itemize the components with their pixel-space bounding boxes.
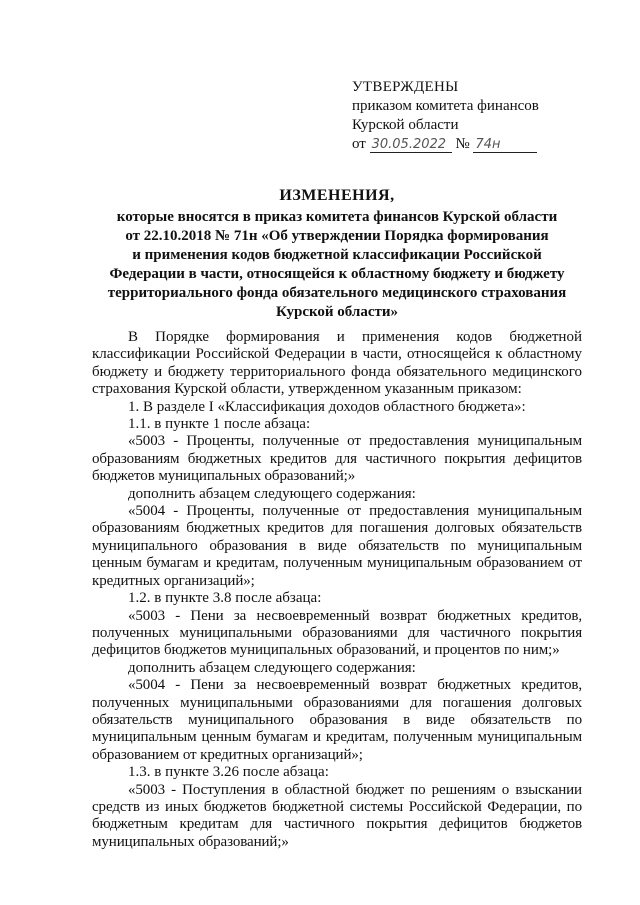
body-paragraph: 1.3. в пункте 3.26 после абзаца: — [128, 764, 329, 781]
heading-line: и применения кодов бюджетной классификации Российской — [132, 247, 542, 263]
body-paragraph: 1. В разделе I «Классификация доходов областного бюджета»: — [128, 398, 526, 415]
handwritten-number: 74н — [473, 137, 537, 153]
body-paragraph: 1.2. в пункте 3.8 после абзаца: — [128, 590, 322, 607]
handwritten-date: 30.05.2022 — [370, 137, 452, 153]
heading-line: Федерации в части, относящейся к областному бюджету и бюджету — [109, 266, 565, 282]
body-paragraph: дополнить абзацем следующего содержания: — [128, 659, 416, 676]
heading-line: Курской области» — [275, 304, 399, 320]
body-paragraph: «5004 - Проценты, полученные от предоставления муниципальным образованиям бюджетных кредитов для погашения долговых обязательств муниципального образования в виде обязательств по муниципальным ценным бумагам и кредитам, полученным муниципальным образованием от кредитных организаций»; — [92, 503, 582, 589]
approval-region-line: Курской области — [352, 117, 459, 133]
heading-line: от 22.10.2018 № 71н «Об утверждении Порядка формирования — [125, 228, 549, 244]
body-paragraph: «5003 - Проценты, полученные от предоставления муниципальным образованиям бюджетных кредитов для частичного покрытия дефицитов бюджетов муниципальных образований;» — [92, 433, 582, 485]
approval-block — [352, 78, 592, 154]
document-heading — [92, 186, 582, 322]
body-paragraph: В Порядке формирования и применения кодов бюджетной классификации Российской Федерации в части, относящейся к областному бюджету и бюджету территориального фонда обязательного медицинского страхования Курской области, утвержденном указанным приказом: — [92, 329, 582, 398]
body-paragraph: «5003 - Пени за несвоевременный возврат бюджетных кредитов, полученных муниципальными образованиями для частичного покрытия дефицитов бюджетов муниципальных образований, и процентов по ним;» — [92, 607, 582, 659]
heading-line: территориального фонда обязательного медицинского страхования — [107, 285, 567, 301]
body-paragraph: 1.1. в пункте 1 после абзаца: — [128, 416, 311, 433]
body-paragraph: «5003 - Поступления в областной бюджет по решениям о взыскании средств из иных бюджетов бюджетной системы Российской Федерации, по бюджетным кредитам для частичного покрытия дефицитов бюджетов муниципальных образований;» — [92, 781, 582, 850]
body-paragraph: «5004 - Пени за несвоевременный возврат бюджетных кредитов, полученных муниципальными образованиями для погашения долговых обязательств муниципального образования в виде обязательств по муниципальным ценным бумагам и кредитам, полученным муниципальным образованием от кредитных организаций»; — [92, 677, 582, 763]
approval-order-line: приказом комитета финансов — [352, 98, 539, 114]
approval-title: УТВЕРЖДЕНЫ — [352, 79, 459, 95]
approval-date-line — [352, 135, 592, 154]
heading-title: ИЗМЕНЕНИЯ, — [279, 187, 395, 204]
heading-line: которые вносятся в приказ комитета финансов Курской области — [116, 209, 558, 225]
document-body — [92, 329, 582, 851]
number-prefix: № — [455, 136, 470, 152]
body-paragraph: дополнить абзацем следующего содержания: — [128, 485, 416, 502]
date-prefix: от — [352, 136, 366, 152]
